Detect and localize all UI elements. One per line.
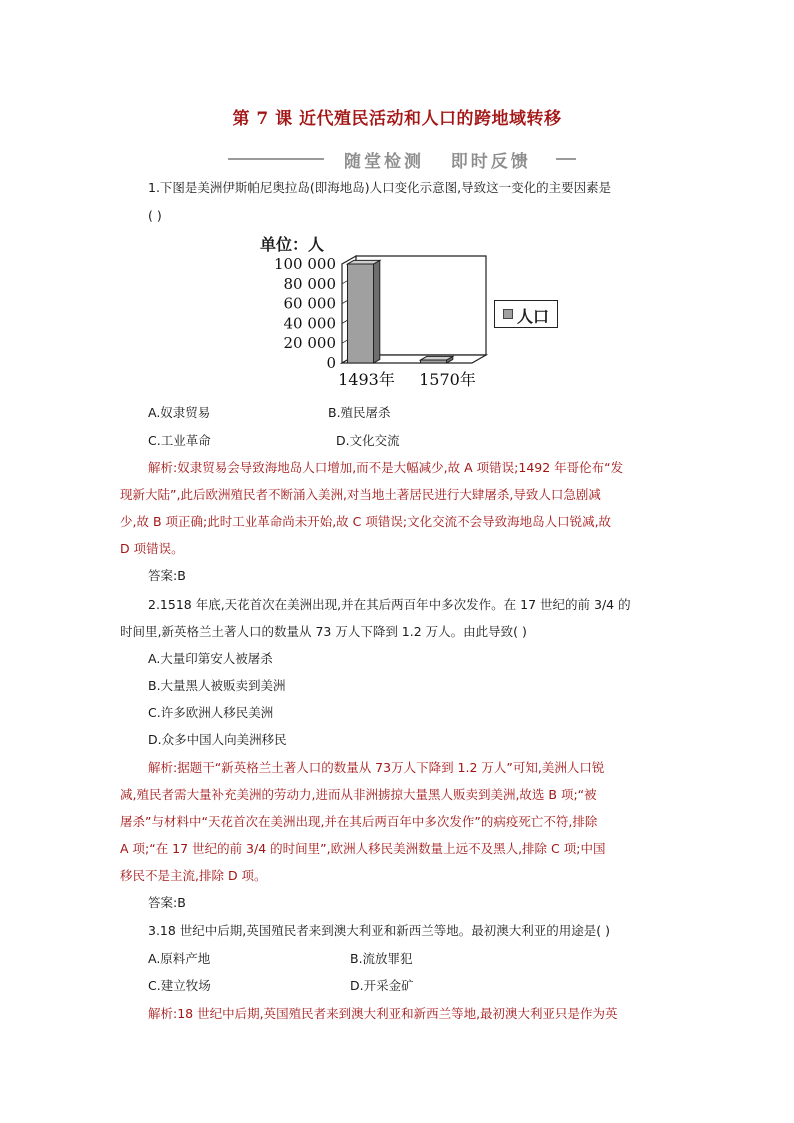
bar-front: [348, 264, 374, 363]
y-tick-label: 0: [326, 354, 336, 372]
x-category-label: 1493年: [338, 370, 395, 389]
q1-analysis-line: D 项错误。: [120, 541, 184, 556]
y-tick-label: 80 000: [283, 274, 336, 293]
y-tick-label: 60 000: [283, 294, 336, 313]
q1-analysis-line: 解析:奴隶贸易会导致海地岛人口增加,而不是大幅减少,故 A 项错误;1492 年哥伦布“发: [148, 460, 624, 475]
q1-answer: 答案:B: [148, 568, 186, 583]
q1-option-d: D.文化交流: [336, 433, 400, 448]
q3-option-b: B.流放罪犯: [350, 951, 413, 966]
q1-option-c: C.工业革命: [148, 433, 211, 448]
q1-analysis-line: 少,故 B 项正确;此时工业革命尚未开始,故 C 项错误;文化交流不会导致海地岛人口锐减,故: [120, 514, 612, 529]
q3-analysis-line: 解析:18 世纪中后期,英国殖民者来到澳大利亚和新西兰等地,最初澳大利亚只是作为英: [148, 1006, 618, 1021]
chart-legend: [494, 300, 558, 328]
q1-option-b: B.殖民屠杀: [328, 405, 391, 420]
q2-option-b: B.大量黑人被贩卖到美洲: [148, 678, 286, 693]
banner-rule-left: [228, 158, 324, 160]
y-tick-label: 40 000: [283, 314, 336, 333]
q3-option-a: A.原料产地: [148, 951, 211, 966]
q2-analysis-line: 减,殖民者需大量补充美洲的劳动力,进而从非洲掳掠大量黑人贩卖到美洲,故选 B 项;“被: [120, 787, 597, 802]
q1-stem-line-1: 1.下图是美洲伊斯帕尼奥拉岛(即海地岛)人口变化示意图,导致这一变化的主要因素是: [148, 180, 612, 195]
x-category-label: 1570年: [419, 370, 476, 389]
q3-option-c: C.建立牧场: [148, 978, 211, 993]
q1-analysis-line: 现新大陆”,此后欧洲殖民者不断涌入美洲,对当地土著居民进行大肆屠杀,导致人口急剧减: [120, 487, 601, 502]
lesson-title: 第 7 课 近代殖民活动和人口的跨地域转移: [232, 109, 562, 129]
bar-side: [374, 260, 380, 363]
q2-analysis-line: 屠杀”与材料中“天花首次在美洲出现,并在其后两百年中多次发作”的病疫死亡不符,排除: [120, 814, 598, 829]
chart-y-unit-label: 单位：人: [260, 235, 325, 254]
population-chart: [250, 228, 580, 398]
q2-analysis-line: A 项;“在 17 世纪的前 3/4 的时间里”,欧洲人移民美洲数量上远不及黑人,排除 C 项;中国: [120, 841, 606, 856]
banner-rule-right: [556, 158, 576, 160]
q2-answer: 答案:B: [148, 895, 186, 910]
q2-analysis-line: 移民不是主流,排除 D 项。: [120, 868, 267, 883]
section-banner: [228, 147, 576, 171]
q2-option-d: D.众多中国人向美洲移民: [148, 732, 287, 747]
banner-text: 随堂检测 即时反馈: [344, 152, 531, 172]
q2-option-c: C.许多欧洲人移民美洲: [148, 705, 274, 720]
q3-stem: 3.18 世纪中后期,英国殖民者来到澳大利亚和新西兰等地。最初澳大利亚的用途是( ): [148, 923, 611, 938]
q2-stem-line-2: 时间里,新英格兰土著人口的数量从 73 万人下降到 1.2 万人。由此导致( ): [120, 624, 527, 639]
q1-option-a: A.奴隶贸易: [148, 405, 211, 420]
legend-swatch: [503, 309, 513, 319]
q2-option-a: A.大量印第安人被屠杀: [148, 651, 273, 666]
legend-label: 人口: [517, 307, 550, 326]
bar-top: [421, 356, 453, 360]
q2-analysis-line: 解析:据题干“新英格兰土著人口的数量从 73万人下降到 1.2 万人”可知,美洲人口锐: [148, 760, 605, 775]
y-tick-label: 20 000: [283, 334, 336, 353]
y-tick-label: 100 000: [273, 255, 336, 273]
q2-stem-line-1: 2.1518 年底,天花首次在美洲出现,并在其后两百年中多次发作。在 17 世纪的前 3/4 的: [148, 597, 631, 612]
q3-option-d: D.开采金矿: [350, 978, 414, 993]
q1-stem-line-2: ( ): [148, 208, 162, 223]
bar-top: [348, 260, 380, 264]
